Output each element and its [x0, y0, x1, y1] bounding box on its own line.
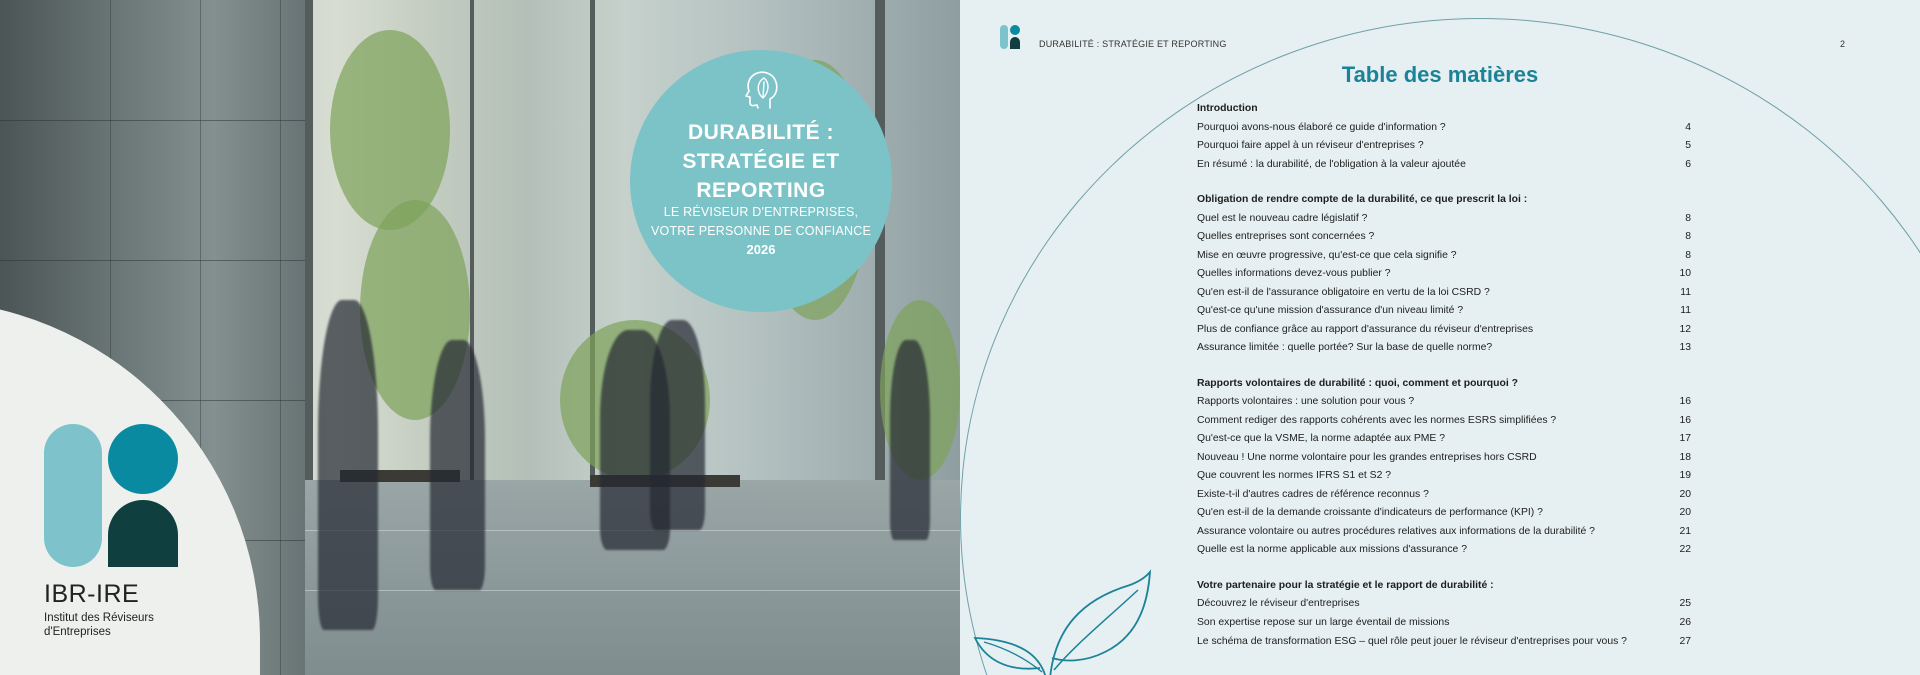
toc-entry-page: 8 — [1685, 249, 1691, 261]
toc-entry[interactable] — [1197, 486, 1691, 505]
toc-entry[interactable] — [1197, 210, 1691, 229]
toc-entry-title: Quel est le nouveau cadre législatif ? — [1197, 212, 1368, 224]
brand-full-name: Institut des Réviseurs d'Entreprises — [44, 612, 154, 638]
ibr-ire-small-logo — [1000, 25, 1020, 49]
toc-entry-title: Pourquoi avons-nous élaboré ce guide d'information ? — [1197, 121, 1446, 133]
toc-entry-title: Découvrez le réviseur d'entreprises — [1197, 598, 1360, 609]
toc-entry-title: Quelle est la norme applicable aux missions d'assurance ? — [1197, 544, 1467, 555]
toc-entry-title: Son expertise repose sur un large éventail de missions — [1197, 616, 1450, 628]
toc-entry-page: 13 — [1679, 342, 1691, 353]
toc-entry[interactable] — [1197, 412, 1691, 431]
toc-section — [1197, 577, 1691, 663]
toc-entry[interactable] — [1197, 632, 1691, 662]
toc-entry-title: Nouveau ! Une norme volontaire pour les grandes entreprises hors CSRD — [1197, 451, 1537, 463]
toc-entry[interactable] — [1197, 523, 1691, 542]
toc-entry-page: 5 — [1685, 140, 1691, 151]
toc-entry[interactable] — [1197, 467, 1691, 486]
toc-section-heading: Rapports volontaires de durabilité : quoi, comment et pourquoi ? — [1197, 377, 1518, 389]
toc-entry-title: Qu'en est-il de l'assurance obligatoire en vertu de la loi CSRD ? — [1197, 286, 1490, 298]
toc-entry-title: Quelles informations devez-vous publier ? — [1197, 268, 1391, 279]
toc-entry-page: 10 — [1679, 268, 1691, 279]
toc-entry-page: 27 — [1679, 636, 1691, 647]
toc-entry[interactable] — [1197, 265, 1691, 284]
brand-name: IBR-IRE — [44, 580, 140, 608]
toc-entry[interactable] — [1197, 595, 1691, 614]
page-number: 2 — [1840, 39, 1846, 49]
toc-entry-page: 17 — [1679, 433, 1691, 444]
running-header: DURABILITÉ : STRATÉGIE ET REPORTING — [1039, 39, 1227, 49]
toc-entry-title: Qu'est-ce que la VSME, la norme adaptée aux PME ? — [1197, 433, 1446, 444]
toc-entry[interactable] — [1197, 614, 1691, 633]
toc-entry-title: Rapports volontaires : une solution pour vous ? — [1197, 396, 1415, 407]
toc-entry-title: Quelles entreprises sont concernées ? — [1197, 231, 1375, 242]
toc-entry[interactable] — [1197, 119, 1691, 138]
toc-entry-title: En résumé : la durabilité, de l'obligation à la valeur ajoutée — [1197, 158, 1466, 170]
cover-year: 2026 — [746, 242, 776, 257]
toc-entry-page: 26 — [1679, 616, 1691, 628]
toc-section — [1197, 100, 1691, 174]
toc-entry-title: Qu'est-ce qu'une mission d'assurance d'un niveau limité ? — [1197, 305, 1464, 316]
table-of-contents — [1197, 100, 1691, 662]
cover-title-badge — [630, 50, 892, 312]
toc-entry[interactable] — [1197, 137, 1691, 156]
toc-entry[interactable] — [1197, 393, 1691, 412]
toc-entry[interactable] — [1197, 156, 1691, 175]
contents-page — [960, 0, 1920, 675]
toc-entry[interactable] — [1197, 339, 1691, 358]
toc-entry-page: 8 — [1685, 231, 1691, 242]
toc-section — [1197, 191, 1691, 358]
toc-entry-page: 25 — [1679, 598, 1691, 609]
toc-entry-title: Qu'en est-il de la demande croissante d'indicateurs de performance (KPI) ? — [1197, 507, 1543, 518]
toc-title: Table des matières — [1341, 62, 1539, 87]
toc-entry-title: Assurance volontaire ou autres procédures relatives aux informations de la durabilité ? — [1197, 525, 1595, 537]
toc-entry-title: Existe-t-il d'autres cadres de référence reconnus ? — [1197, 488, 1429, 500]
toc-entry-page: 8 — [1685, 212, 1691, 224]
toc-entry-page: 22 — [1679, 544, 1691, 555]
toc-entry-page: 11 — [1680, 305, 1691, 316]
toc-entry-page: 12 — [1679, 323, 1691, 335]
toc-entry[interactable] — [1197, 228, 1691, 247]
toc-entry[interactable] — [1197, 247, 1691, 266]
toc-entry[interactable] — [1197, 504, 1691, 523]
toc-entry[interactable] — [1197, 284, 1691, 303]
toc-entry-page: 6 — [1685, 158, 1691, 170]
cover-title: DURABILITÉ : STRATÉGIE ET REPORTING — [682, 121, 840, 202]
toc-entry-title: Que couvrent les normes IFRS S1 et S2 ? — [1197, 470, 1392, 481]
toc-section-heading: Votre partenaire pour la stratégie et le rapport de durabilité : — [1197, 579, 1494, 591]
toc-entry-page: 20 — [1679, 507, 1691, 518]
toc-entry-page: 16 — [1679, 414, 1691, 426]
toc-entry-page: 21 — [1679, 525, 1691, 537]
toc-section — [1197, 375, 1691, 560]
toc-entry[interactable] — [1197, 449, 1691, 468]
toc-entry-page: 16 — [1679, 396, 1691, 407]
toc-entry-title: Plus de confiance grâce au rapport d'assurance du réviseur d'entreprises — [1197, 323, 1534, 335]
toc-entry-title: Le schéma de transformation ESG – quel rôle peut jouer le réviseur d'entreprises pour vous ? — [1197, 636, 1627, 647]
toc-entry[interactable] — [1197, 430, 1691, 449]
toc-entry-title: Assurance limitée : quelle portée? Sur la base de quelle norme? — [1197, 342, 1493, 353]
toc-section-heading: Introduction — [1197, 103, 1258, 114]
toc-entry-page: 11 — [1680, 286, 1691, 298]
toc-entry-title: Mise en œuvre progressive, qu'est-ce que cela signifie ? — [1197, 249, 1457, 261]
toc-entry[interactable] — [1197, 302, 1691, 321]
toc-entry-title: Comment rediger des rapports cohérents avec les normes ESRS simplifiées ? — [1197, 414, 1557, 426]
toc-entry[interactable] — [1197, 541, 1691, 560]
leaf-icon — [970, 540, 1160, 675]
toc-entry-page: 20 — [1679, 488, 1691, 500]
toc-entry-page: 19 — [1679, 470, 1691, 481]
cover-subtitle: LE RÉVISEUR D'ENTREPRISES, VOTRE PERSONNE DE CONFIANCE — [650, 205, 871, 238]
head-leaf-icon — [744, 68, 780, 112]
toc-entry-page: 4 — [1685, 121, 1691, 133]
toc-entry[interactable] — [1197, 321, 1691, 340]
toc-entry-title: Pourquoi faire appel à un réviseur d'entreprises ? — [1197, 140, 1424, 151]
toc-entry-page: 18 — [1679, 451, 1691, 463]
toc-section-heading: Obligation de rendre compte de la durabilité, ce que prescrit la loi : — [1197, 194, 1528, 205]
